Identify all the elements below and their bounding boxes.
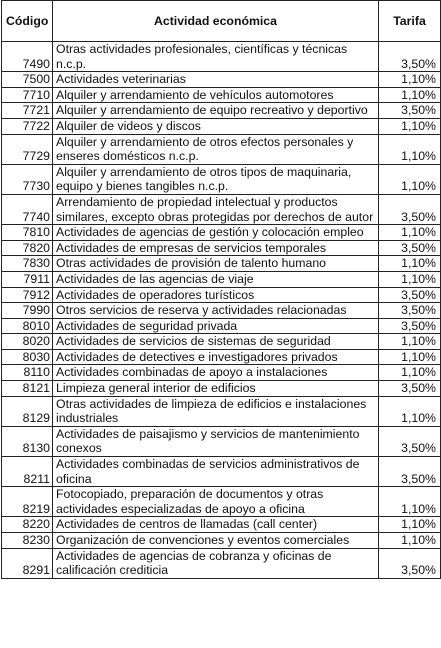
table-row [2,487,441,517]
rate-cell: 1,10% [379,164,441,194]
rate-cell: 1,10% [379,517,441,533]
code-cell: 7740 [2,194,53,224]
code-cell: 7911 [2,271,53,287]
header-row [2,1,441,42]
code-cell: 7710 [2,87,53,103]
rate-cell: 1,10% [379,487,441,517]
rate-cell: 1,10% [379,365,441,381]
activity-cell: Alquiler y arrendamiento de otros tipos de maquinaria, equipo y bienes tangibles n.c.p. [53,164,379,194]
table-row [2,349,441,365]
code-cell: 8130 [2,426,53,456]
rate-cell: 1,10% [379,533,441,549]
rate-cell: 3,50% [379,548,441,578]
rate-cell: 1,10% [379,72,441,88]
code-cell: 8211 [2,457,53,487]
activity-cell: Organización de convenciones y eventos comerciales [53,533,379,549]
table-row [2,42,441,72]
table-row [2,365,441,381]
rate-cell: 1,10% [379,349,441,365]
activity-cell: Otras actividades de limpieza de edificios e instalaciones industriales [53,396,379,426]
table-row [2,240,441,256]
activity-cell: Alquiler de videos y discos [53,118,379,134]
table-row [2,103,441,119]
rate-cell: 1,10% [379,87,441,103]
activity-cell: Otros servicios de reserva y actividades relacionadas [53,303,379,319]
rate-cell: 3,50% [379,426,441,456]
activity-cell: Actividades veterinarias [53,72,379,88]
code-cell: 7912 [2,287,53,303]
code-cell: 7830 [2,256,53,272]
code-cell: 7721 [2,103,53,119]
table-row [2,396,441,426]
activity-cell: Actividades combinadas de servicios administrativos de oficina [53,457,379,487]
table-row [2,318,441,334]
table-row [2,548,441,578]
table-row [2,381,441,397]
table-row [2,303,441,319]
rate-cell: 3,50% [379,318,441,334]
rate-cell: 1,10% [379,225,441,241]
table-row [2,517,441,533]
code-cell: 8291 [2,548,53,578]
header-activity: Actividad económica [53,1,379,42]
rate-cell: 1,10% [379,134,441,164]
table-row [2,256,441,272]
activity-cell: Actividades de operadores turísticos [53,287,379,303]
activity-cell: Actividades de agencias de cobranza y oficinas de calificación crediticia [53,548,379,578]
activity-cell: Actividades de las agencias de viaje [53,271,379,287]
activity-cell: Actividades combinadas de apoyo a instalaciones [53,365,379,381]
rate-cell: 3,50% [379,42,441,72]
activity-cell: Otras actividades de provisión de talento humano [53,256,379,272]
code-cell: 8010 [2,318,53,334]
table-body [2,42,441,579]
code-cell: 8030 [2,349,53,365]
table-row [2,287,441,303]
code-cell: 7729 [2,134,53,164]
code-cell: 7810 [2,225,53,241]
table-row [2,118,441,134]
code-cell: 8020 [2,334,53,350]
activity-cell: Actividades de seguridad privada [53,318,379,334]
activity-cell: Actividades de empresas de servicios temporales [53,240,379,256]
rate-cell: 3,50% [379,303,441,319]
activity-cell: Arrendamiento de propiedad intelectual y productos similares, excepto obras protegidas por derechos de autor [53,194,379,224]
activity-cell: Actividades de servicios de sistemas de seguridad [53,334,379,350]
rate-cell: 1,10% [379,396,441,426]
rate-cell: 3,50% [379,194,441,224]
header-rate: Tarifa [379,1,441,42]
header-code: Código [2,1,53,42]
rate-cell: 1,10% [379,118,441,134]
activity-cell: Fotocopiado, preparación de documentos y otras actividades especializadas de apoyo a oficina [53,487,379,517]
table-row [2,164,441,194]
activity-cell: Actividades de agencias de gestión y colocación empleo [53,225,379,241]
code-cell: 7820 [2,240,53,256]
code-cell: 7500 [2,72,53,88]
table-row [2,533,441,549]
rate-cell: 3,50% [379,457,441,487]
code-cell: 8121 [2,381,53,397]
activity-cell: Limpieza general interior de edificios [53,381,379,397]
activity-cell: Actividades de paisajismo y servicios de mantenimiento conexos [53,426,379,456]
table-row [2,72,441,88]
activity-cell: Actividades de centros de llamadas (call center) [53,517,379,533]
table-row [2,426,441,456]
activity-cell: Otras actividades profesionales, científicas y técnicas n.c.p. [53,42,379,72]
table-row [2,134,441,164]
code-cell: 8129 [2,396,53,426]
activity-cell: Alquiler y arrendamiento de equipo recreativo y deportivo [53,103,379,119]
activity-rate-table [1,0,441,579]
rate-cell: 3,50% [379,381,441,397]
table-row [2,334,441,350]
table-row [2,194,441,224]
table-row [2,87,441,103]
rate-cell: 1,10% [379,334,441,350]
table-row [2,457,441,487]
code-cell: 8219 [2,487,53,517]
activity-cell: Alquiler y arrendamiento de vehículos automotores [53,87,379,103]
rate-cell: 3,50% [379,287,441,303]
table-row [2,225,441,241]
rate-cell: 3,50% [379,103,441,119]
code-cell: 8110 [2,365,53,381]
code-cell: 8220 [2,517,53,533]
code-cell: 7722 [2,118,53,134]
rate-cell: 1,10% [379,271,441,287]
code-cell: 8230 [2,533,53,549]
rate-cell: 1,10% [379,256,441,272]
code-cell: 7730 [2,164,53,194]
table-row [2,271,441,287]
code-cell: 7990 [2,303,53,319]
code-cell: 7490 [2,42,53,72]
activity-cell: Alquiler y arrendamiento de otros efectos personales y enseres domésticos n.c.p. [53,134,379,164]
activity-cell: Actividades de detectives e investigadores privados [53,349,379,365]
rate-cell: 3,50% [379,240,441,256]
